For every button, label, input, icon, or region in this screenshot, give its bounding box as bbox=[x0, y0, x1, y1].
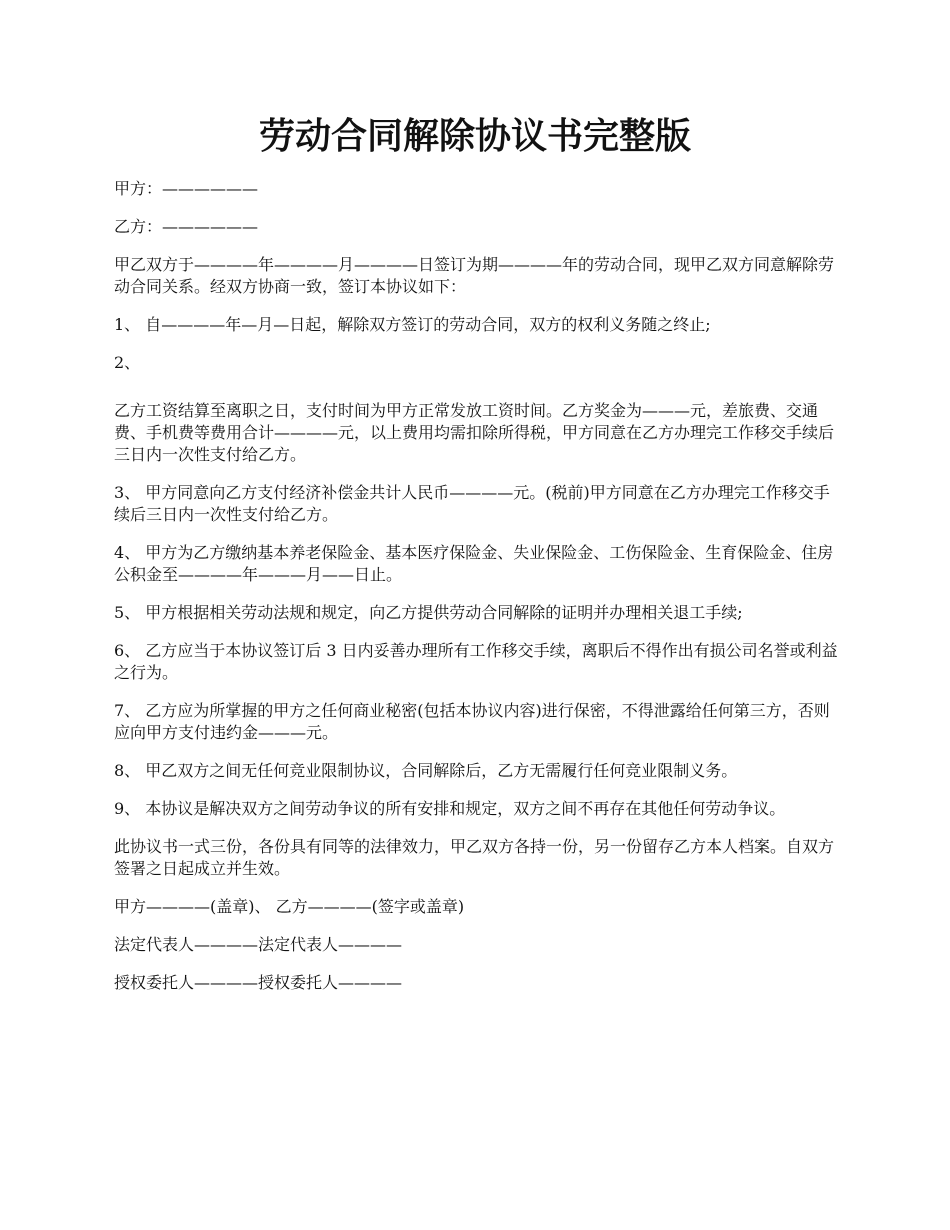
signature-line: 甲方————(盖章)、 乙方————(签字或盖章) bbox=[114, 897, 465, 916]
clause-7: 7、 乙方应为所掌握的甲方之任何商业秘密(包括本协议内容)进行保密，不得泄露给任何第三方，否则应向甲方支付违约金———元。 bbox=[114, 701, 830, 742]
document-body bbox=[114, 178, 842, 1010]
copies-paragraph: 此协议书一式三份，各份具有同等的法律效力，甲乙双方各持一份，另一份留存乙方本人档案。自双方签署之日起成立并生效。 bbox=[114, 837, 835, 878]
clause-3: 3、 甲方同意向乙方支付经济补偿金共计人民币————元。(税前)甲方同意在乙方办理完工作移交手续后三日内一次性支付给乙方。 bbox=[114, 483, 830, 524]
party-b-line: 乙方：—————— bbox=[114, 217, 259, 236]
clause-2-text: 乙方工资结算至离职之日，支付时间为甲方正常发放工资时间。乙方奖金为———元，差旅费、交通费、手机费等费用合计————元，以上费用均需扣除所得税，甲方同意在乙方办理完工作移交手续后三日内一次性支付给乙方。 bbox=[114, 401, 835, 464]
clause-9: 9、 本协议是解决双方之间劳动争议的所有安排和规定，双方之间不再存在其他任何劳动争议。 bbox=[114, 799, 786, 818]
clause-2-number: 2、 bbox=[114, 353, 141, 372]
document-title: 劳动合同解除协议书完整版 bbox=[258, 115, 691, 157]
legal-representative-line: 法定代表人————法定代表人———— bbox=[114, 935, 403, 954]
clause-1: 1、 自————年—月—日起，解除双方签订的劳动合同，双方的权利义务随之终止; bbox=[114, 315, 711, 334]
party-a-line: 甲方：—————— bbox=[114, 179, 259, 198]
clause-6: 6、 乙方应当于本协议签订后 3 日内妥善办理所有工作移交手续，离职后不得作出有损公司名誉或利益之行为。 bbox=[114, 641, 838, 682]
clause-4: 4、 甲方为乙方缴纳基本养老保险金、基本医疗保险金、失业保险金、工伤保险金、生育保险金、住房公积金至————年———月——日止。 bbox=[114, 543, 834, 584]
authorized-agent-line: 授权委托人————授权委托人———— bbox=[114, 973, 403, 992]
clause-5: 5、 甲方根据相关劳动法规和规定，向乙方提供劳动合同解除的证明并办理相关退工手续; bbox=[114, 603, 743, 622]
intro-paragraph: 甲乙双方于————年————月————日签订为期————年的劳动合同，现甲乙双方同意解除劳动合同关系。经双方协商一致，签订本协议如下： bbox=[114, 255, 835, 296]
clause-8: 8、 甲乙双方之间无任何竞业限制协议，合同解除后，乙方无需履行任何竞业限制义务。 bbox=[114, 761, 738, 780]
